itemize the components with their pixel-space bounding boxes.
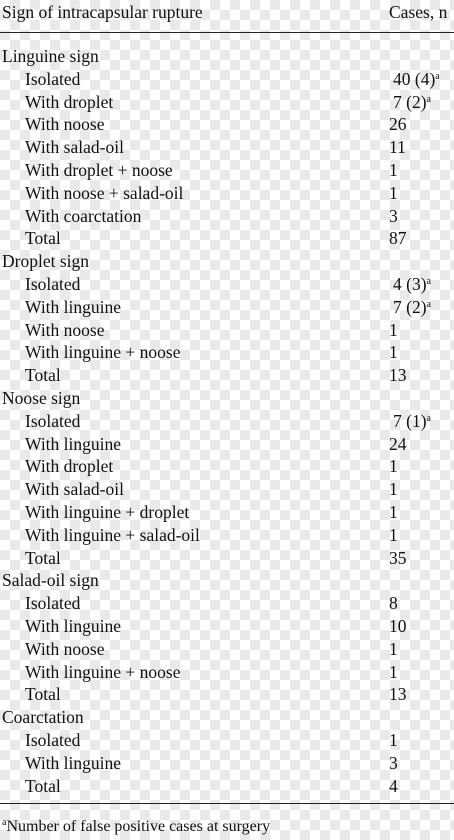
row-value — [393, 68, 440, 91]
table-row — [0, 91, 454, 114]
row-value — [389, 775, 398, 798]
row-label: With linguine + noose — [25, 661, 181, 682]
table-row — [0, 501, 454, 524]
row-value — [393, 91, 431, 114]
row-label: With salad-oil — [25, 137, 124, 158]
table-row — [0, 159, 454, 182]
row-label: With salad-oil — [25, 479, 124, 500]
footnote-marker: a — [426, 412, 431, 424]
section-header — [0, 387, 454, 410]
row-label: With noose — [25, 319, 105, 340]
row-label: With linguine — [25, 752, 122, 773]
row-label: With linguine + noose — [25, 342, 181, 363]
case-count: 4 — [389, 775, 398, 796]
section-title: Droplet sign — [2, 251, 90, 272]
section-header — [0, 45, 454, 68]
table-row — [0, 661, 454, 684]
table-row — [0, 752, 454, 775]
case-count: 11 — [389, 137, 406, 158]
row-value — [393, 410, 431, 433]
table-row — [0, 729, 454, 752]
table-row — [0, 592, 454, 615]
case-count: 3 — [389, 752, 398, 773]
row-value — [389, 205, 398, 228]
row-label: With noose + salad-oil — [25, 182, 184, 203]
case-count: 26 — [389, 114, 407, 135]
case-count: 1 — [389, 638, 398, 659]
case-count: 1 — [389, 729, 398, 750]
row-value — [389, 113, 407, 136]
row-value — [393, 296, 431, 319]
section-title: Linguine sign — [2, 46, 99, 66]
row-label: With linguine + droplet — [25, 501, 190, 522]
row-value — [389, 547, 407, 570]
case-count: 13 — [389, 365, 407, 386]
row-label: Isolated — [25, 729, 81, 750]
table-row — [0, 296, 454, 319]
row-value — [389, 433, 407, 456]
row-label: Isolated — [25, 273, 81, 294]
table-row — [0, 638, 454, 661]
table-row — [0, 182, 454, 205]
header-rule — [0, 32, 454, 33]
row-value — [389, 524, 398, 547]
table-row — [0, 775, 454, 798]
row-value — [389, 227, 407, 250]
row-value — [389, 136, 406, 159]
row-label: With droplet — [25, 91, 114, 112]
table-row — [0, 433, 454, 456]
footnote-marker: a — [435, 70, 440, 82]
row-label: With linguine + salad-oil — [25, 524, 200, 545]
case-count: 1 — [389, 524, 398, 545]
row-label: Total — [25, 228, 61, 249]
footnote-mark: a — [2, 817, 7, 828]
table-row — [0, 227, 454, 250]
table-row — [0, 113, 454, 136]
section-header — [0, 250, 454, 273]
row-label: Isolated — [25, 68, 81, 89]
table-header — [0, 0, 454, 30]
row-label: With linguine — [25, 433, 122, 454]
row-value — [389, 752, 398, 775]
table-row — [0, 478, 454, 501]
table-row — [0, 547, 454, 570]
row-label: Total — [25, 547, 61, 568]
row-label: Total — [25, 775, 61, 796]
row-label: With noose — [25, 114, 105, 135]
table-row — [0, 410, 454, 433]
row-label: With droplet — [25, 456, 114, 477]
case-count: 7 (2) — [393, 91, 427, 112]
row-value — [393, 273, 431, 296]
case-count: 87 — [389, 228, 407, 249]
column-header-sign: Sign of intracapsular rupture — [2, 2, 203, 22]
row-value — [389, 501, 398, 524]
table-row — [0, 136, 454, 159]
case-count: 40 (4) — [393, 68, 436, 89]
section-title: Noose sign — [2, 387, 81, 408]
case-count: 1 — [389, 501, 398, 522]
row-label: Total — [25, 365, 61, 386]
row-value — [389, 319, 398, 342]
row-value — [389, 182, 398, 205]
table-row — [0, 319, 454, 342]
footnote — [2, 818, 270, 836]
section-title: Coarctation — [2, 707, 84, 728]
case-count: 8 — [389, 593, 398, 614]
table-row — [0, 273, 454, 296]
case-count: 10 — [389, 615, 407, 636]
section-header — [0, 706, 454, 729]
table-row — [0, 455, 454, 478]
case-count: 4 (3) — [393, 273, 427, 294]
row-value — [389, 478, 398, 501]
table-row — [0, 615, 454, 638]
case-count: 1 — [389, 661, 398, 682]
table-row — [0, 205, 454, 228]
row-value — [389, 729, 398, 752]
row-value — [389, 592, 398, 615]
row-label: With noose — [25, 638, 105, 659]
table-row — [0, 341, 454, 364]
row-value — [389, 661, 398, 684]
case-count: 13 — [389, 684, 407, 705]
row-value — [389, 159, 398, 182]
table-row — [0, 683, 454, 706]
case-count: 1 — [389, 342, 398, 363]
case-count: 1 — [389, 479, 398, 500]
table-row — [0, 68, 454, 91]
row-value — [389, 615, 407, 638]
row-label: With linguine — [25, 296, 122, 317]
case-count: 1 — [389, 456, 398, 477]
row-value — [389, 683, 407, 706]
footer-rule — [0, 803, 454, 804]
row-value — [389, 341, 398, 364]
section-title: Salad-oil sign — [2, 570, 99, 591]
footnote-marker: a — [426, 93, 431, 105]
case-count: 1 — [389, 159, 398, 180]
row-value — [389, 638, 398, 661]
row-label: With droplet + noose — [25, 159, 173, 180]
table-row — [0, 524, 454, 547]
case-count: 1 — [389, 319, 398, 340]
table-body — [0, 45, 454, 797]
row-label: With coarctation — [25, 205, 142, 226]
footnote-marker: a — [426, 275, 431, 287]
case-count: 24 — [389, 433, 407, 454]
footnote-marker: a — [426, 298, 431, 310]
row-label: With linguine — [25, 615, 122, 636]
column-header-cases: Cases, n — [389, 2, 448, 22]
case-count: 7 (1) — [393, 410, 427, 431]
row-label: Total — [25, 684, 61, 705]
row-value — [389, 455, 398, 478]
row-value — [389, 364, 407, 387]
case-count: 7 (2) — [393, 296, 427, 317]
section-header — [0, 569, 454, 592]
case-count: 35 — [389, 547, 407, 568]
footnote-text: Number of false positive cases at surgery — [6, 818, 271, 835]
row-label: Isolated — [25, 410, 81, 431]
row-label: Isolated — [25, 593, 81, 614]
table-row — [0, 364, 454, 387]
case-count: 1 — [389, 182, 398, 203]
case-count: 3 — [389, 205, 398, 226]
